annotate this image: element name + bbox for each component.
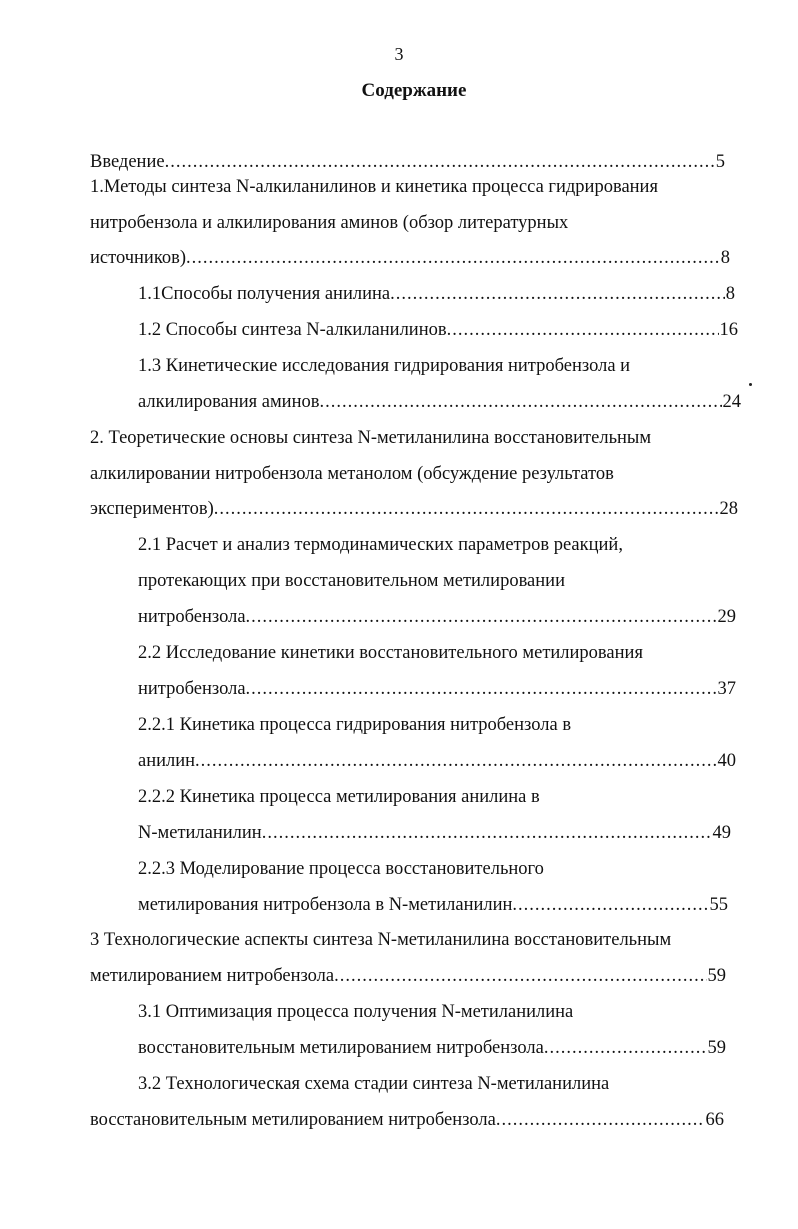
page-number: 3 <box>394 44 404 64</box>
toc-entry-1-3 <box>138 354 738 378</box>
toc-entry-page: 40 <box>717 751 736 771</box>
toc-entry-text: анилин <box>138 751 196 771</box>
toc-entry-text: нитробензола <box>138 679 246 699</box>
toc-entry-2-2-3 <box>138 857 738 881</box>
toc-entry-text: 1.Методы синтеза N-алкиланилинов и кинетика процесса гидрирования <box>90 177 658 197</box>
toc-entry-chapter-2-cont <box>90 462 740 486</box>
toc-entry-2-1-cont <box>138 569 738 593</box>
toc-entry-text: метилирования нитробензола в N-метиланилин <box>138 895 513 915</box>
toc-entry-3-2 <box>138 1072 738 1096</box>
leader-dots <box>195 749 716 773</box>
toc-entry-1-2 <box>138 318 738 342</box>
toc-entry-page: 8 <box>725 284 735 304</box>
toc-entry-2-2-end <box>138 677 736 701</box>
toc-entry-page: 5 <box>715 152 725 172</box>
toc-entry-2-2-2 <box>138 785 738 809</box>
toc-entry-text: протекающих при восстановительном метилировании <box>138 571 565 591</box>
toc-entry-2-1-end <box>138 605 736 629</box>
leader-dots <box>165 150 715 174</box>
toc-entry-chapter-1-end <box>90 246 730 270</box>
toc-entry-page: 49 <box>712 823 731 843</box>
toc-entry-page: 59 <box>707 1038 726 1058</box>
toc-entry-text: экспериментов) <box>90 499 214 519</box>
toc-entry-2-1 <box>138 533 738 557</box>
toc-entry-text: нитробензола и алкилирования аминов (обзор литературных <box>90 213 569 233</box>
toc-entry-chapter-2 <box>90 426 750 450</box>
toc-entry-text: 3.1 Оптимизация процесса получения N-метиланилина <box>138 1002 574 1022</box>
leader-dots <box>390 282 725 306</box>
toc-entry-2-2-1 <box>138 713 738 737</box>
leader-dots <box>262 821 712 845</box>
toc-entry-page: 55 <box>709 895 728 915</box>
leader-dots <box>496 1108 705 1132</box>
toc-entry-2-2-1-end <box>138 749 736 773</box>
toc-entry-page: 59 <box>707 966 726 986</box>
toc-entry-text: 1.1Способы получения анилина <box>138 284 391 304</box>
toc-entry-3-1-end <box>138 1036 726 1060</box>
toc-entry-text: 2.2.2 Кинетика процесса метилирования анилина в <box>138 787 540 807</box>
leader-dots <box>246 677 717 701</box>
toc-entry-page: 66 <box>705 1110 724 1130</box>
toc-entry-page: 8 <box>720 248 730 268</box>
toc-entry-2-2-2-end <box>138 821 731 845</box>
toc-entry-text: алкилировании нитробензола метанолом (обсуждение результатов <box>90 464 614 484</box>
toc-entry-text: 3 Технологические аспекты синтеза N-метиланилина восстановительным <box>90 930 672 950</box>
toc-entry-text: 2.2.1 Кинетика процесса гидрирования нитробензола в <box>138 715 572 735</box>
toc-entry-text: 1.2 Способы синтеза N-алкиланилинов <box>138 320 447 340</box>
toc-entry-page: 37 <box>717 679 736 699</box>
leader-dots <box>186 246 720 270</box>
toc-entry-text: 2.2.3 Моделирование процесса восстановительного <box>138 859 544 879</box>
toc-entry-text: 3.2 Технологическая схема стадии синтеза N-метиланилина <box>138 1074 610 1094</box>
toc-entry-text: N-метиланилин <box>138 823 262 843</box>
toc-entry-page: 28 <box>719 499 738 519</box>
toc-entry-text: восстановительным метилированием нитробензола <box>138 1038 544 1058</box>
toc-entry-chapter-3-end <box>90 964 726 988</box>
toc-entry-chapter-1 <box>90 175 740 199</box>
leader-dots <box>319 390 721 414</box>
toc-entry-text: 2.1 Расчет и анализ термодинамических параметров реакций, <box>138 535 623 555</box>
toc-entry-3-1 <box>138 1000 738 1024</box>
toc-entry-text: 2. Теоретические основы синтеза N-метиланилина восстановительным <box>90 428 652 448</box>
leader-dots <box>246 605 717 629</box>
toc-entry-1-3-end <box>138 390 741 414</box>
leader-dots <box>512 893 708 917</box>
toc-entry-text: нитробензола <box>138 607 246 627</box>
toc-entry-text: восстановительным метилированием нитробензола <box>90 1110 496 1130</box>
toc-entry-text: метилированием нитробензола <box>90 966 335 986</box>
toc-entry-chapter-2-end <box>90 497 738 521</box>
toc-entry-page: 24 <box>722 392 741 412</box>
toc-entry-text: источников) <box>90 248 187 268</box>
toc-entry-text: Введение <box>90 152 165 172</box>
leader-dots <box>447 318 719 342</box>
toc-entry-page: 29 <box>717 607 736 627</box>
toc-entry-text: 2.2 Исследование кинетики восстановительного метилирования <box>138 643 643 663</box>
scan-speck <box>749 383 752 386</box>
toc-entry-2-2-3-end <box>138 893 728 917</box>
toc-entry-2-2 <box>138 641 738 665</box>
leader-dots <box>214 497 719 521</box>
leader-dots <box>334 964 706 988</box>
toc-entry-page: 16 <box>719 320 738 340</box>
toc-entry-1-1 <box>138 282 735 306</box>
toc-entry-3-2-end <box>90 1108 724 1132</box>
toc-entry-text: алкилирования аминов <box>138 392 320 412</box>
toc-entry-introduction <box>90 150 725 174</box>
leader-dots <box>544 1036 707 1060</box>
toc-entry-chapter-1-cont <box>90 211 740 235</box>
page-title: Содержание <box>361 80 467 101</box>
toc-entry-text: 1.3 Кинетические исследования гидрирования нитробензола и <box>138 356 631 376</box>
toc-entry-chapter-3 <box>90 928 750 952</box>
